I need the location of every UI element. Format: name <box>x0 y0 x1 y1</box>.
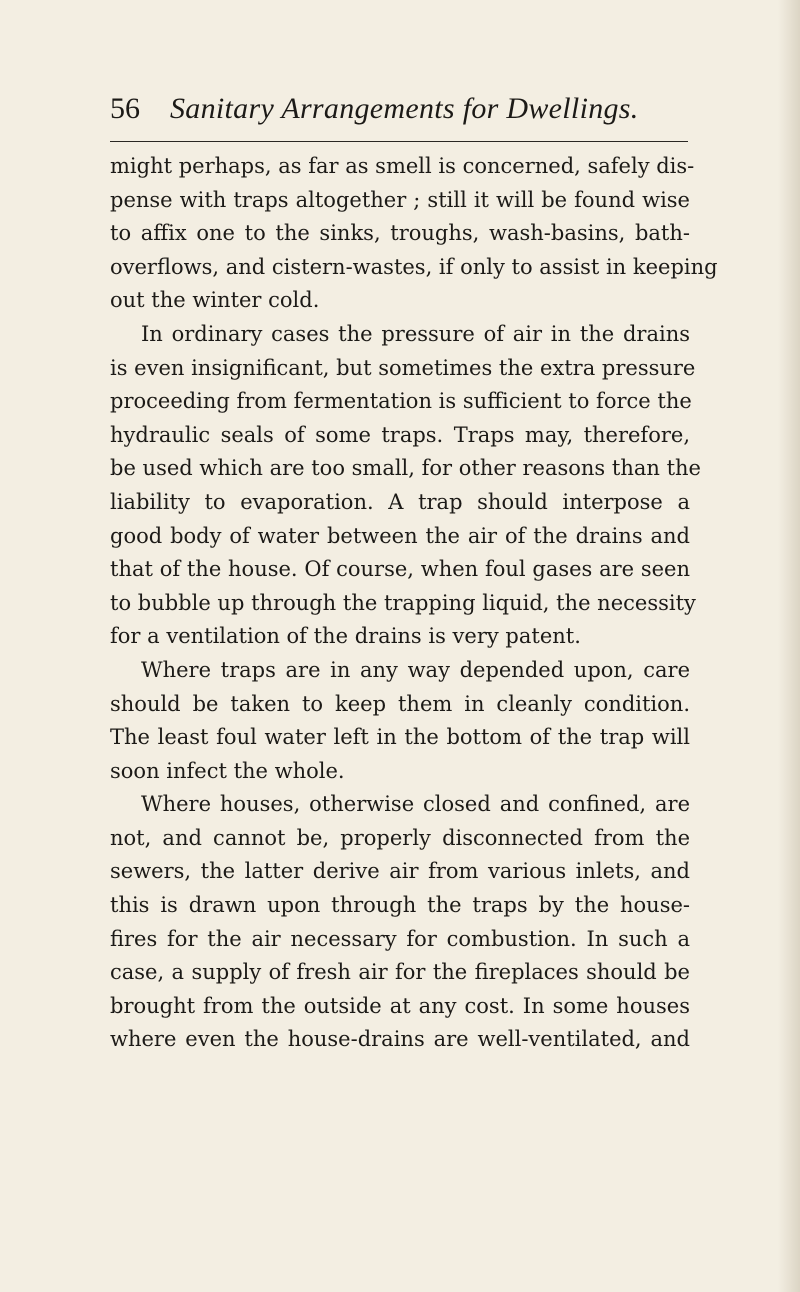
text-line: liability to evaporation. A trap should interpose a <box>110 489 690 514</box>
text-line: The least foul water left in the bottom of the trap will <box>110 725 690 750</box>
page-number: 56 <box>110 92 140 125</box>
text-line: where even the house-drains are well-ventilated, and <box>110 1027 690 1052</box>
text-line: brought from the outside at any cost. In some houses <box>110 993 690 1018</box>
text-line: be used which are too small, for other reasons than the <box>110 456 701 481</box>
text-line: proceeding from fermentation is sufficient to force the <box>110 389 692 414</box>
text-line: Where traps are in any way depended upon, care <box>141 657 690 682</box>
running-title: Sanitary Arrangements for Dwellings. <box>170 92 639 125</box>
text-line: for a ventilation of the drains is very patent. <box>110 624 581 649</box>
text-line: sewers, the latter derive air from various inlets, and <box>110 859 690 884</box>
text-line: out the winter cold. <box>110 288 320 313</box>
text-line: hydraulic seals of some traps. Traps may, therefore, <box>110 422 690 447</box>
text-line: pense with traps altogether ; still it will be found wise <box>110 187 690 212</box>
text-line: this is drawn upon through the traps by the house- <box>110 893 690 918</box>
page-edge-shadow <box>778 0 800 1292</box>
text-line: might perhaps, as far as smell is concerned, safely dis- <box>110 154 695 178</box>
text-line: case, a supply of fresh air for the fireplaces should be <box>110 960 690 985</box>
body-text <box>110 150 718 1057</box>
page-header <box>110 90 710 132</box>
text-line: should be taken to keep them in cleanly condition. <box>110 691 690 716</box>
text-line: not, and cannot be, properly disconnected from the <box>110 825 690 850</box>
text-line: good body of water between the air of the drains and <box>110 523 690 548</box>
text-line: soon infect the whole. <box>110 758 345 783</box>
text-line: Where houses, otherwise closed and confined, are <box>141 792 690 817</box>
text-line: fires for the air necessary for combustion. In such a <box>110 926 690 951</box>
text-line: is even insignificant, but sometimes the extra pressure <box>110 355 696 380</box>
header-rule <box>110 141 688 142</box>
text-line: In ordinary cases the pressure of air in the drains <box>141 321 690 346</box>
text-line: to bubble up through the trapping liquid, the necessity <box>110 590 696 615</box>
text-line: to affix one to the sinks, troughs, wash-basins, bath- <box>110 221 690 246</box>
text-line: that of the house. Of course, when foul gases are seen <box>110 557 690 582</box>
text-line: overflows, and cistern-wastes, if only to assist in keeping <box>110 254 718 279</box>
